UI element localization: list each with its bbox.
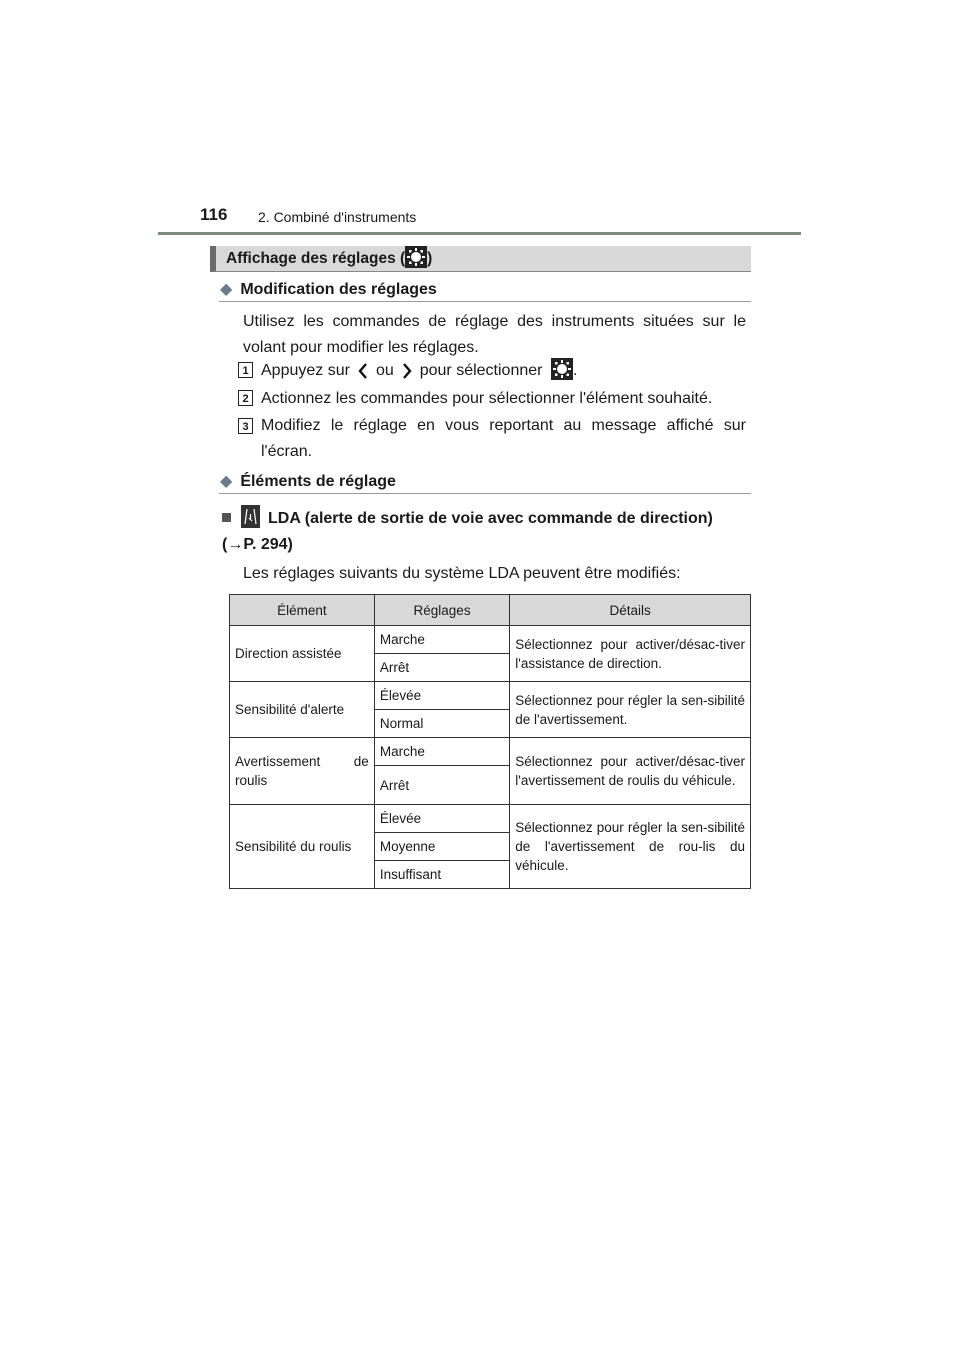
subsection-divider xyxy=(219,301,751,302)
step-1-text: Appuyez sur ou pour sélectionner . xyxy=(261,358,746,384)
table-cell-option: Marche xyxy=(374,738,509,766)
subsection-heading-text: Modification des réglages xyxy=(240,281,437,298)
table-cell-option: Élevée xyxy=(374,682,509,710)
table-cell-item: Sensibilité du roulis xyxy=(230,805,375,889)
diamond-bullet-icon: ◆ xyxy=(220,473,233,490)
table-cell-details: Sélectionnez pour régler la sen-sibilité de l'avertissement. xyxy=(510,682,751,738)
subsection-heading-modification xyxy=(220,279,437,299)
page-reference-link[interactable]: (→P. 294) xyxy=(222,536,293,553)
section-title-suffix: ) xyxy=(427,250,433,267)
chevron-right-icon xyxy=(402,362,412,380)
step-number-2: 2 xyxy=(238,390,253,406)
table-cell-option: Arrêt xyxy=(374,654,509,682)
table-row xyxy=(230,626,751,654)
step-2-text: Actionnez les commandes pour sélectionner l'élément souhaité. xyxy=(261,390,713,407)
table-cell-option: Élevée xyxy=(374,805,509,833)
gear-icon xyxy=(405,246,427,268)
table-cell-item: Avertissement de roulis xyxy=(230,738,375,805)
table-row xyxy=(230,738,751,766)
table-header-cell: Réglages xyxy=(374,595,509,626)
table-row xyxy=(230,682,751,710)
subsection-heading-text: Éléments de réglage xyxy=(240,473,396,490)
table-cell-item: Sensibilité d'alerte xyxy=(230,682,375,738)
section-title-bar xyxy=(210,246,751,272)
step-number-3: 3 xyxy=(238,418,253,434)
table-cell-option: Insuffisant xyxy=(374,861,509,889)
table-cell-item: Direction assistée xyxy=(230,626,375,682)
table-cell-details: Sélectionnez pour activer/désac-tiver l'avertissement de roulis du véhicule. xyxy=(510,738,751,805)
table-cell-option: Marche xyxy=(374,626,509,654)
table-cell-option: Arrêt xyxy=(374,766,509,805)
settings-table xyxy=(229,594,751,889)
chevron-left-icon xyxy=(358,362,368,380)
lda-icon xyxy=(241,505,260,528)
page-number: 116 xyxy=(200,205,228,224)
step-number-1: 1 xyxy=(238,362,253,378)
table-header-cell: Détails xyxy=(510,595,751,626)
lda-description: Les réglages suivants du système LDA peuvent être modifiés: xyxy=(243,565,681,582)
table-cell-option: Normal xyxy=(374,710,509,738)
lda-item-heading: LDA (alerte de sortie de voie avec commande de direction) (→P. 294) xyxy=(222,506,747,558)
header-divider xyxy=(158,232,801,235)
step-3-text: Modifiez le réglage en vous reportant au message affiché sur l'écran. xyxy=(261,417,746,460)
table-header-cell: Élément xyxy=(230,595,375,626)
chapter-title: 2. Combiné d'instruments xyxy=(258,209,417,225)
table-cell-details: Sélectionnez pour régler la sen-sibilité de l'avertissement de rou-lis du véhicule. xyxy=(510,805,751,889)
gear-icon xyxy=(551,358,573,380)
diamond-bullet-icon: ◆ xyxy=(220,281,233,298)
square-bullet-icon xyxy=(222,513,231,522)
table-header-row xyxy=(230,595,751,626)
table-row xyxy=(230,805,751,833)
intro-paragraph: Utilisez les commandes de réglage des instruments situées sur le volant pour modifier les réglages. xyxy=(243,313,746,356)
subsection-heading-elements xyxy=(220,471,396,491)
subsection-divider xyxy=(219,493,751,494)
table-cell-option: Moyenne xyxy=(374,833,509,861)
table-cell-details: Sélectionnez pour activer/désac-tiver l'assistance de direction. xyxy=(510,626,751,682)
section-title-prefix: Affichage des réglages ( xyxy=(226,250,406,267)
